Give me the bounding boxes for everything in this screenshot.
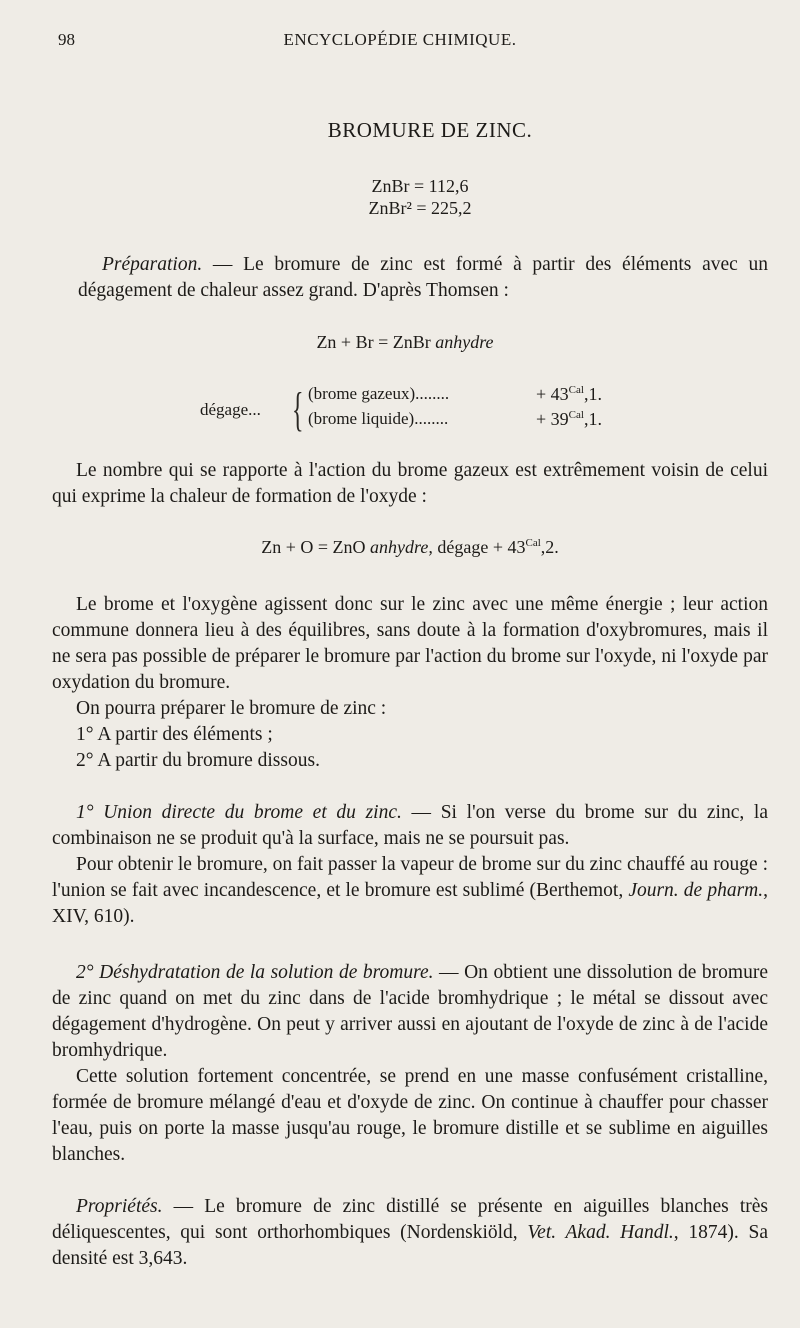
thermo-value-gazeux <box>536 384 602 405</box>
paragraph-text: Le brome et l'oxygène agissent donc sur le zinc avec une même énergie ; leur action commune donnera lieu à des équilibres, sans doute à la formation d'oxybromures, mais il ne sera pas possible de préparer le bromure par l'action du brome sur l'oxyde, ni l'oxyde par oxydation du bromure. <box>52 594 768 693</box>
proprietes-label: Propriétés. <box>76 1196 163 1217</box>
reaction-zn-o-tail: ,2. <box>540 537 559 557</box>
preparation-text: — Le bromure de zinc est formé à partir des éléments avec un dégagement de chaleur assez grand. D'après Thomsen : <box>78 254 768 301</box>
formula-znbr2: ZnBr² = 225,2 <box>368 198 472 218</box>
proprietes-ref: Vet. Akad. Handl. <box>527 1222 674 1243</box>
formula-znbr: ZnBr = 112,6 <box>371 176 469 196</box>
preparation-paragraph <box>78 252 768 304</box>
value-tail: ,1. <box>583 409 602 429</box>
reaction-zn-br-state: anhydre <box>435 332 494 352</box>
reaction-zn-o-unit: Cal <box>525 537 541 549</box>
proprietes-text: — Le bromure de zinc distillé se présente en aiguilles blanches très déliquescentes, qui sont orthorhombiques (Nordenskiöld, <box>52 1196 768 1243</box>
page-header <box>0 30 800 56</box>
solution-paragraph: Cette solution fortement concentrée, se prend en une masse confusément cristalline, formée de bromure mélangé d'eau et d'oxyde de zinc. On continue à chauffer pour chasser l'eau, puis on porte la masse jusqu'au rouge, le bromure distille et se sublime en aiguilles blanches. <box>52 1066 768 1165</box>
thermo-row-liquide: (brome liquide)........ <box>308 409 449 428</box>
running-title: ENCYCLOPÉDIE CHIMIQUE. <box>283 30 517 49</box>
value-number: + 43 <box>536 384 569 404</box>
deshydratation-paragraph <box>52 960 768 1168</box>
proprietes-paragraph <box>52 1194 768 1272</box>
list-item-dissous: 2° A partir du bromure dissous. <box>76 750 320 771</box>
union-label: 1° Union directe du brome et du zinc. <box>76 802 402 823</box>
thermo-value-liquide <box>536 409 602 430</box>
deshydratation-text: — On obtient une dissolution de bromure de zinc quand on met du zinc dans de l'acide bromhydrique ; le métal se dissout avec dégagement d'hydrogène. On peut y arriver aussi en ajoutant de l'oxyde de zinc à de l'acide bromhydrique. <box>52 962 768 1061</box>
list-item-elements: 1° A partir des éléments ; <box>76 724 273 745</box>
proprietes-tail: , 1874). Sa densité est 3,643. <box>52 1222 768 1269</box>
value-unit: Cal <box>568 409 584 421</box>
obtenir-ref: Journ. de pharm. <box>628 880 764 901</box>
paragraph-text: Le nombre qui se rapporte à l'action du brome gazeux est extrêmement voisin de celui qui exprime la chaleur de formation de l'oxyde : <box>52 460 768 507</box>
thermo-data <box>200 384 700 440</box>
obtenir-tail: , XIV, 610). <box>52 880 768 927</box>
thermo-row-gazeux: (brome gazeux)........ <box>308 384 450 403</box>
reaction-zn-o <box>0 537 800 558</box>
paragraph-brome-gazeux <box>52 458 768 510</box>
preparation-label: Préparation. <box>102 254 203 275</box>
value-number: + 39 <box>536 409 569 429</box>
paragraph-brome-oxygene <box>52 592 768 774</box>
value-unit: Cal <box>568 384 584 396</box>
reaction-zn-br <box>0 332 800 353</box>
reaction-zn-o-eq: Zn + O = ZnO <box>261 537 371 557</box>
union-text: — Si l'on verse du brome sur du zinc, la combinaison ne se produit qu'à la surface, mais ne se poursuit pas. <box>52 802 768 849</box>
reaction-zn-o-state: anhydre, <box>370 537 433 557</box>
section-title: BROMURE DE ZINC. <box>327 118 533 142</box>
brace-glyph: { <box>292 383 304 436</box>
obtenir-text: Pour obtenir le bromure, on fait passer la vapeur de brome sur du zinc chauffé au rouge : l'union se fait avec incandescence, et le bromure est sublimé (Berthemot, <box>52 854 768 901</box>
union-paragraph <box>52 800 768 930</box>
paragraph-preparer: On pourra préparer le bromure de zinc : <box>76 698 387 719</box>
deshydratation-label: 2° Déshydratation de la solution de bromure. <box>76 962 434 983</box>
value-tail: ,1. <box>583 384 602 404</box>
reaction-zn-br-eq: Zn + Br = ZnBr <box>316 332 436 352</box>
reaction-zn-o-rest: dégage + 43 <box>432 537 526 557</box>
thermo-label: dégage... <box>200 400 261 419</box>
page-number: 98 <box>58 30 75 49</box>
